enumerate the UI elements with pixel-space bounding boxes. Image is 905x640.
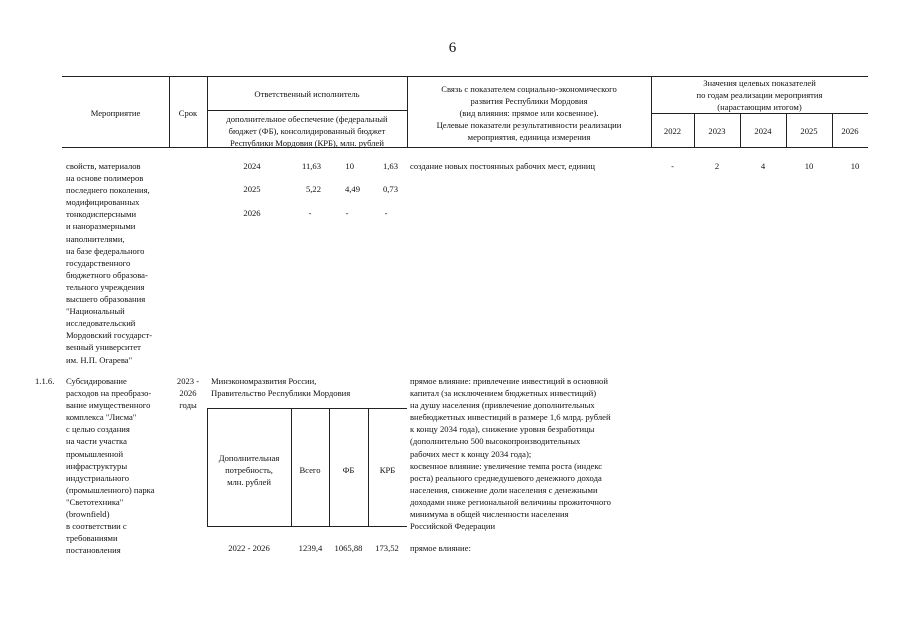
- row1-funding-total: 11,63: [301, 161, 321, 171]
- header-year-2025: 2025: [800, 126, 818, 136]
- header-link: [407, 83, 651, 143]
- subtable-bottom-rule: [207, 526, 407, 527]
- header-year-2023: 2023: [708, 126, 726, 136]
- event-line: на базе федерального: [66, 245, 145, 256]
- header-link-line: развития Республики Мордовия: [470, 96, 588, 107]
- subtable-top-rule: [207, 408, 407, 409]
- term-line: годы: [179, 400, 197, 411]
- link-line: прямое влияние: привлечение инвестиций в основной: [410, 376, 608, 386]
- link-line: рабочих мест к концу 2034 года);: [410, 448, 532, 459]
- row2-funding-krb: 173,52: [375, 543, 399, 553]
- responsible-line: Минэкономразвития России,: [211, 376, 317, 386]
- header-link-line: мероприятия, единица измерения: [467, 132, 591, 143]
- row1-indicator: создание новых постоянных рабочих мест, единиц: [410, 161, 596, 171]
- event-line: Мордовский государст-: [66, 330, 153, 341]
- link-line: доходами ниже региональной величины прожиточного: [410, 496, 611, 507]
- row1-funding-total: 5,22: [305, 184, 321, 194]
- term-line: 2026: [179, 388, 197, 399]
- link-line: к концу 2034 года), снижение уровня безработицы: [410, 424, 595, 435]
- event-line: исследовательский: [66, 318, 136, 329]
- event-line: тельного учреждения: [66, 281, 145, 292]
- event-line: (brownfield): [66, 509, 110, 520]
- row1-funding-krb: -: [384, 208, 388, 218]
- event-line: требованиями: [66, 533, 118, 544]
- row1-funding-fb: -: [345, 208, 349, 218]
- link-line: роста) реального среднедушевого денежного дохода: [410, 472, 602, 483]
- header-funding: [207, 113, 407, 149]
- link-line: (дополнительно 500 высокопроизводительных: [410, 436, 581, 447]
- event-line: венный университет: [66, 342, 141, 353]
- row2-link-bottom: прямое влияние:: [410, 543, 471, 553]
- link-line: минимума в общей численности населения: [410, 509, 569, 520]
- row1-funding-year: 2024: [243, 161, 261, 171]
- row1-funding-year: 2026: [243, 208, 261, 218]
- need-line: потребность,: [225, 465, 273, 476]
- row1-funding-total: -: [308, 208, 312, 218]
- event-line: на части участка: [66, 436, 127, 447]
- event-line: и наноразмерными: [66, 221, 136, 232]
- row1-value-2023: 2: [714, 161, 720, 171]
- event-line: высшего образования: [66, 294, 146, 305]
- row1-funding-fb: 4,49: [344, 184, 360, 194]
- event-line: тонкодисперсными: [66, 209, 137, 220]
- event-line: "Национальный: [66, 306, 125, 317]
- header-funding-line: дополнительное обеспечение (федеральный: [226, 114, 388, 124]
- link-line: Российской Федерации: [410, 521, 496, 532]
- header-year-2022: 2022: [663, 126, 682, 136]
- row2-funding-period: 2022 - 2026: [228, 543, 270, 553]
- row2-responsible: [211, 375, 350, 399]
- subtable-need: [207, 452, 291, 488]
- event-line: расходов на преобразо-: [66, 388, 152, 399]
- header-targets-line: Значения целевых показателей: [703, 78, 816, 88]
- event-line: инфраструктуры: [66, 460, 128, 471]
- row2-funding-total: 1239,4: [298, 543, 323, 553]
- event-line: свойств, материалов: [66, 161, 141, 171]
- need-line: млн. рублей: [227, 477, 271, 488]
- row1-event: [66, 160, 152, 366]
- subtable-krb-header: КРБ: [379, 465, 396, 475]
- link-line: населения, снижение доли населения с денежными: [410, 484, 598, 495]
- header-year-2026: 2026: [841, 126, 859, 136]
- page-number: 6: [448, 40, 457, 56]
- event-line: последнего поколения,: [66, 185, 150, 196]
- link-line: косвенное влияние: увеличение темпа роста (индекс: [410, 460, 603, 471]
- header-responsible-rule: [207, 110, 407, 111]
- header-link-line: (вид влияния: прямое или косвенное).: [459, 108, 599, 119]
- row2-link: [410, 375, 611, 532]
- event-line: индустриального: [66, 472, 130, 483]
- header-targets-line: (нарастающим итогом): [717, 102, 802, 113]
- event-line: в соответствии с: [66, 521, 127, 532]
- event-line: "Светотехника": [66, 496, 124, 507]
- row2-term: [170, 375, 206, 411]
- event-line: бюджетного образова-: [66, 269, 148, 280]
- event-line: вание имущественного: [66, 400, 151, 411]
- header-bottom-rule: [62, 147, 868, 148]
- row2-number: 1.1.6.: [35, 376, 55, 386]
- subtable-fb-header: ФБ: [342, 465, 355, 475]
- event-line: на основе полимеров: [66, 173, 144, 184]
- term-line: 2023 -: [176, 376, 200, 386]
- event-line: наполнителями,: [66, 233, 125, 244]
- event-line: (промышленного) парка: [66, 484, 155, 495]
- row1-value-2026: 10: [850, 161, 860, 171]
- event-line: государственного: [66, 257, 131, 268]
- header-term: Срок: [178, 108, 198, 118]
- responsible-line: Правительство Республики Мордовия: [211, 388, 351, 399]
- subtable-total-header: Всего: [299, 465, 321, 475]
- row1-funding-fb: 10: [345, 161, 354, 171]
- header-year-2024: 2024: [754, 126, 772, 136]
- event-line: модифицированных: [66, 197, 140, 208]
- event-line: Субсидирование: [66, 376, 127, 386]
- header-funding-line: Республики Мордовия (КРБ), млн. рублей: [230, 138, 384, 149]
- link-line: внебюджетных инвестиций в размере 1,6 млрд. рублей: [410, 412, 611, 423]
- row1-funding-year: 2025: [243, 184, 261, 194]
- row2-event: [66, 375, 155, 556]
- header-targets: [651, 77, 868, 113]
- header-responsible: Ответственный исполнитель: [254, 89, 360, 99]
- event-line: постановления: [66, 545, 121, 556]
- row2-funding-fb: 1065,88: [334, 543, 363, 553]
- header-event: Мероприятие: [90, 108, 141, 118]
- header-funding-line: бюджет (ФБ), консолидированный бюджет: [228, 126, 386, 137]
- header-targets-line: по годам реализации мероприятия: [696, 90, 823, 101]
- event-line: им. Н.П. Огарева": [66, 354, 133, 365]
- header-link-line: Связь с показателем социально-экономического: [441, 84, 617, 94]
- event-line: промышленной: [66, 448, 124, 459]
- event-line: с целью создания: [66, 424, 130, 435]
- event-line: комплекса "Лисма": [66, 412, 137, 423]
- row1-value-2022: -: [671, 161, 674, 171]
- row1-funding-krb: 0,73: [382, 184, 398, 194]
- header-link-line: Целевые показатели результативности реализации: [436, 120, 622, 131]
- link-line: капитал (за исключением бюджетных инвестиций): [410, 388, 597, 399]
- row1-value-2025: 10: [804, 161, 814, 171]
- row1-funding-krb: 1,63: [382, 161, 398, 171]
- need-line: Дополнительная: [218, 453, 280, 463]
- link-line: на душу населения (привлечение дополнительных: [410, 400, 595, 411]
- row1-value-2024: 4: [760, 161, 766, 171]
